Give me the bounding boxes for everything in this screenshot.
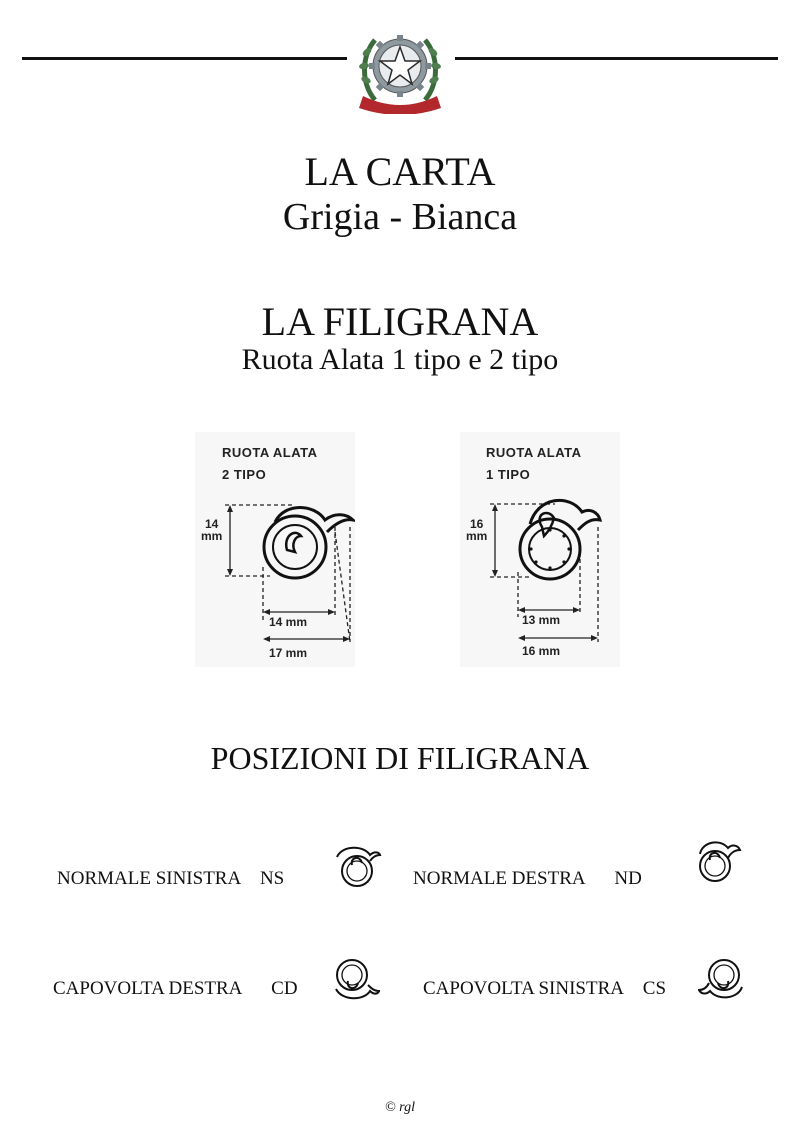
watermark-wheel-type2-drawing bbox=[195, 432, 355, 667]
position-code: NS bbox=[259, 868, 285, 889]
position-label: NORMALE DESTRA bbox=[413, 868, 586, 889]
republic-emblem-icon bbox=[355, 22, 445, 114]
diagram-label-line2: 1 TIPO bbox=[486, 467, 531, 482]
watermark-diagram-type1 bbox=[460, 432, 620, 667]
wheel-normal-left-icon bbox=[332, 843, 382, 891]
diagram-inner-width: 14 mm bbox=[269, 615, 308, 629]
position-label: CAPOVOLTA DESTRA bbox=[53, 978, 243, 999]
diagram-height-unit: mm bbox=[466, 529, 488, 543]
watermark-subtitle: Ruota Alata 1 tipo e 2 tipo bbox=[241, 343, 559, 376]
header-rule-left bbox=[22, 57, 347, 60]
position-label: NORMALE SINISTRA bbox=[57, 868, 242, 889]
diagram-outer-width: 17 mm bbox=[269, 646, 308, 660]
watermark-diagram-type2 bbox=[195, 432, 355, 667]
diagram-height-value: 16 bbox=[469, 517, 484, 531]
position-code: CS bbox=[642, 978, 667, 999]
diagram-label-line2: 2 TIPO bbox=[222, 467, 267, 482]
diagram-height-value: 14 bbox=[204, 517, 219, 531]
header-rule-right bbox=[455, 57, 778, 60]
paper-title: LA CARTA bbox=[304, 149, 496, 194]
diagram-height-unit: mm bbox=[201, 529, 223, 543]
position-nd bbox=[413, 868, 642, 890]
diagram-outer-width: 16 mm bbox=[522, 644, 561, 658]
position-code: ND bbox=[614, 868, 642, 889]
diagram-inner-width: 13 mm bbox=[522, 613, 561, 627]
wheel-normal-right-icon bbox=[692, 838, 742, 886]
wheel-inverted-right-icon bbox=[330, 955, 380, 1003]
position-cs bbox=[423, 978, 666, 1000]
position-cd bbox=[53, 978, 298, 1000]
wheel-inverted-left-icon bbox=[698, 955, 748, 1003]
paper-subtitle: Grigia - Bianca bbox=[282, 196, 518, 238]
footer-copyright: © rgl bbox=[385, 1100, 415, 1115]
position-code: CD bbox=[271, 978, 298, 999]
position-label: CAPOVOLTA SINISTRA bbox=[423, 978, 625, 999]
diagram-label-line1: RUOTA ALATA bbox=[486, 445, 582, 460]
diagram-label-line1: RUOTA ALATA bbox=[222, 445, 318, 460]
positions-title: POSIZIONI DI FILIGRANA bbox=[210, 740, 590, 776]
position-ns bbox=[57, 868, 284, 890]
watermark-wheel-type1-drawing bbox=[460, 432, 620, 667]
watermark-title: LA FILIGRANA bbox=[261, 299, 539, 344]
